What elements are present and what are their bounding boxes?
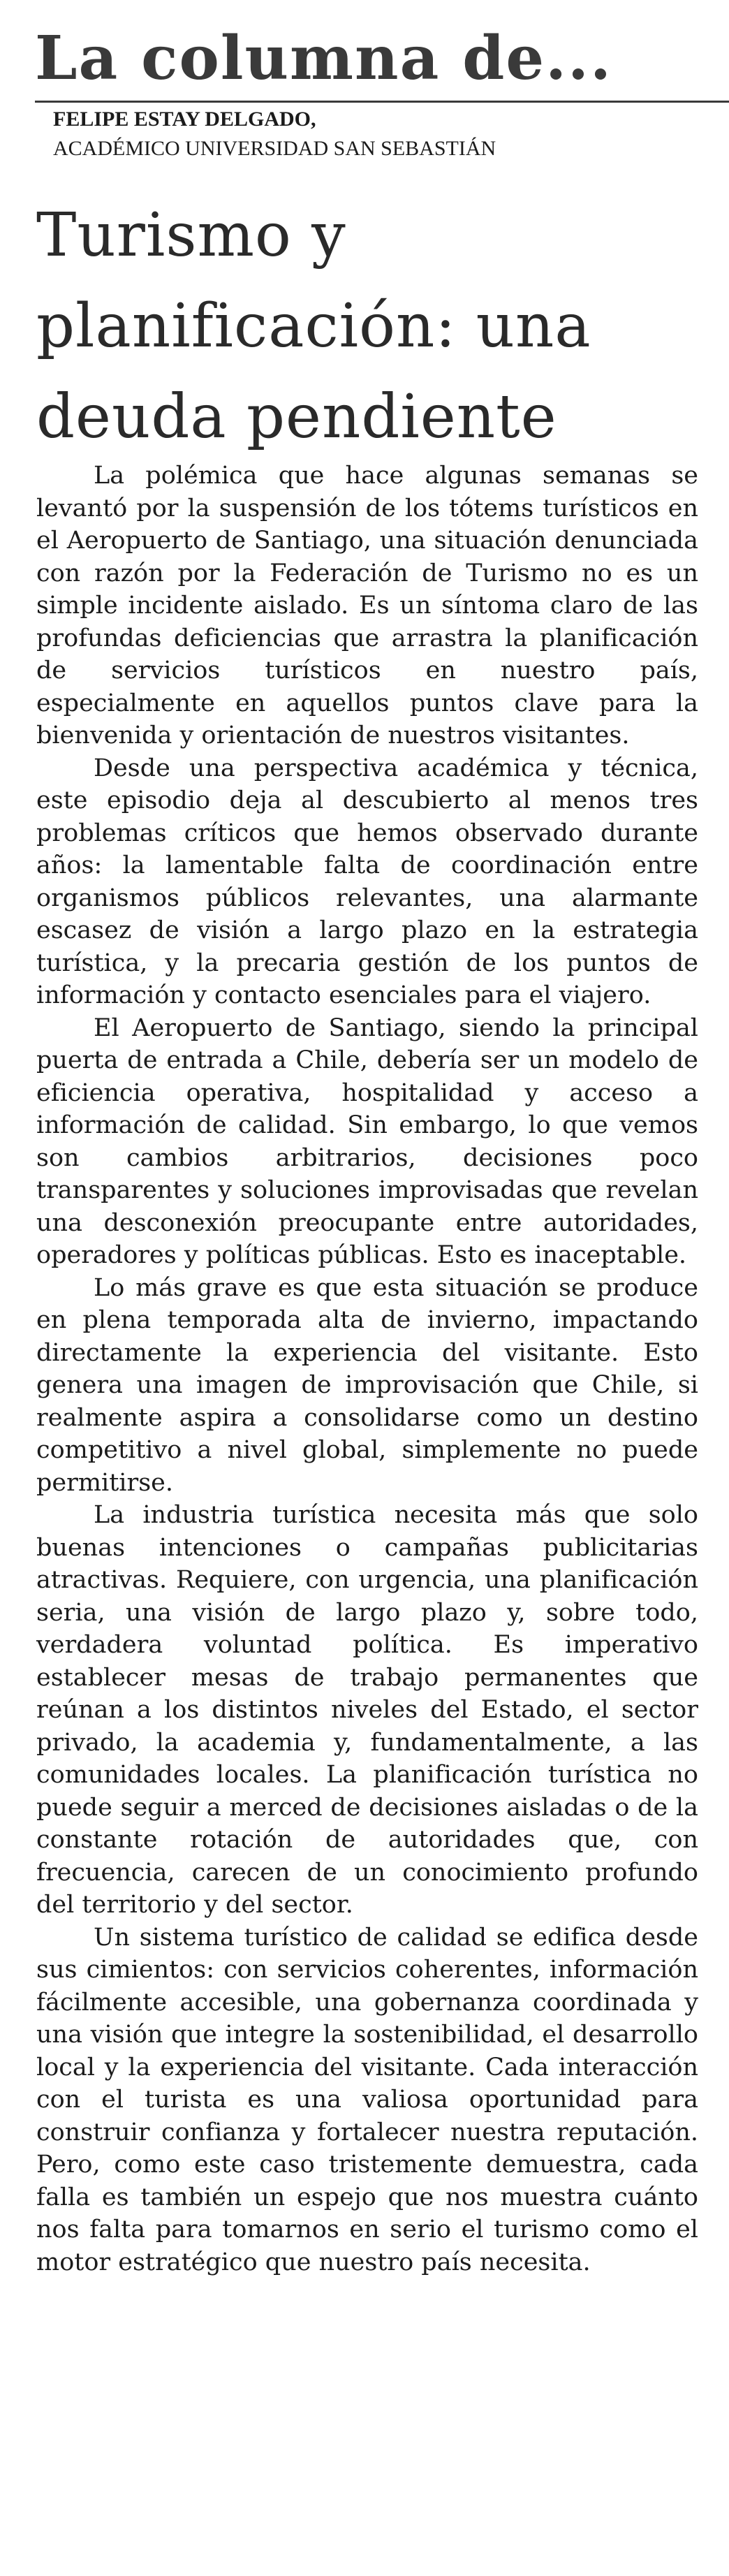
section-header [35,20,729,102]
article-paragraph: La polémica que hace algunas semanas se levantó por la suspensión de los tótems turísticos en el Aeropuerto de Santiago, una situación denunciada con razón por la Federación de Turismo no es un simple incidente aislado. Es un síntoma claro de las profundas deficiencias que arrastra la planificación de servicios turísticos en nuestro país, especialmente en aquellos puntos clave para la bienvenida y orientación de nuestros visitantes. [36,462,698,749]
article-paragraph: Un sistema turístico de calidad se edifica desde sus cimientos: con servicios coherentes, información fácilmente accesible, una gobernanza coordinada y una visión que integre la sostenibilidad, el desarrollo local y la experiencia del visitante. Cada interacción con el turista es una valiosa oportunidad para construir confianza y fortalecer nuestra reputación. Pero, como este caso tristemente demuestra, cada falla es también un espejo que nos muestra cuánto nos falta para tomarnos en serio el turismo como el motor estratégico que nuestro país necesita. [36,1923,698,2276]
article-headline [36,190,700,462]
headline-line: Turismo y [36,200,346,270]
author-name: FELIPE ESTAY DELGADO, [53,108,316,131]
article-body [36,460,698,2278]
section-title: La columna de... [35,23,612,94]
article-paragraph: Lo más grave es que esta situación se produce en plena temporada alta de invierno, impactando directamente la experiencia del visitante. Esto genera una imagen de improvisación que Chile, si realmente aspira a consolidarse como un destino competitivo a nivel global, simplemente no puede permitirse. [36,1273,698,1497]
header-divider [35,101,729,103]
author-affiliation: ACADÉMICO UNIVERSIDAD SAN SEBASTIÁN [53,137,496,160]
article-paragraph: Desde una perspectiva académica y técnica, este episodio deja al descubierto al menos tres problemas críticos que hemos observado durante años: la lamentable falta de coordinación entre organismos públicos relevantes, una alarmante escasez de visión a largo plazo en la estrategia turística, y la precaria gestión de los puntos de información y contacto esenciales para el viajero. [36,754,698,1009]
article-paragraph: El Aeropuerto de Santiago, siendo la principal puerta de entrada a Chile, debería ser un modelo de eficiencia operativa, hospitalidad y acceso a información de calidad. Sin embargo, lo que vemos son cambios arbitrarios, decisiones poco transparentes y soluciones improvisadas que revelan una desconexión preocupante entre autoridades, operadores y políticas públicas. Esto es inaceptable. [36,1013,698,1269]
byline [53,105,496,163]
headline-line: planificación: una [36,291,591,361]
article-paragraph: La industria turística necesita más que solo buenas intenciones o campañas publicitarias atractivas. Requiere, con urgencia, una planificación seria, una visión de largo plazo y, sobre todo, verdadera voluntad política. Es imperativo establecer mesas de trabajo permanentes que reúnan a los distintos niveles del Estado, el sector privado, la academia y, fundamentalmente, a las comunidades locales. La planificación turística no puede seguir a merced de decisiones aisladas o de la constante rotación de autoridades que, con frecuencia, carecen de un conocimiento profundo del territorio y del sector. [36,1501,698,1919]
headline-line: deuda pendiente [36,382,557,452]
